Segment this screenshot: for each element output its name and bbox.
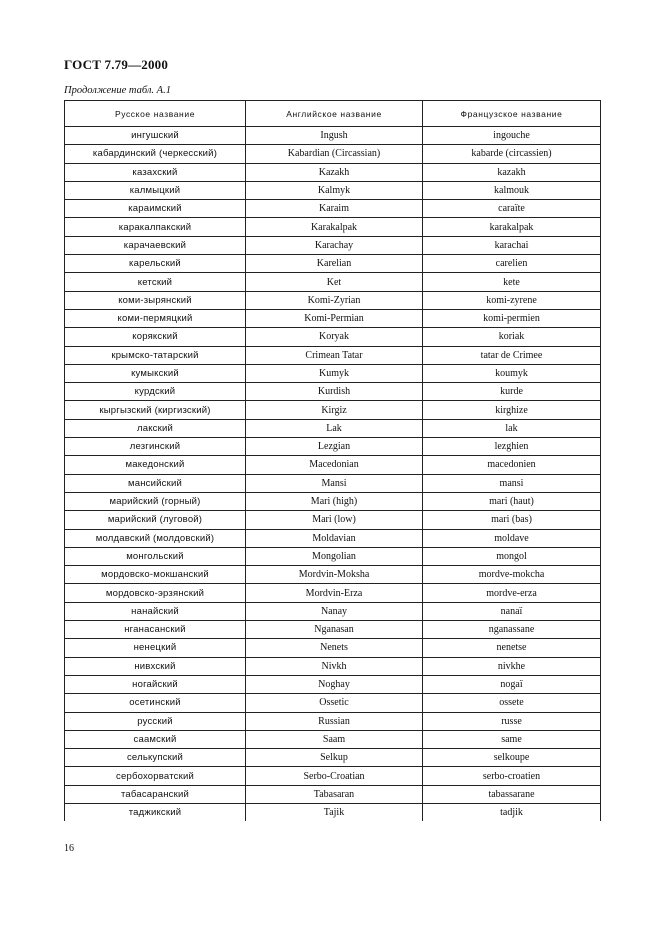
cell-russian-name: курдский bbox=[65, 383, 246, 401]
cell-russian-name: корякский bbox=[65, 328, 246, 346]
cell-french-name: karakalpak bbox=[423, 218, 601, 236]
table-row bbox=[65, 474, 601, 492]
cell-english-name: Kurdish bbox=[246, 383, 423, 401]
cell-english-name: Mansi bbox=[246, 474, 423, 492]
cell-english-name: Lezgian bbox=[246, 438, 423, 456]
cell-english-name: Russian bbox=[246, 712, 423, 730]
table-row bbox=[65, 456, 601, 474]
table-row bbox=[65, 218, 601, 236]
cell-french-name: caraïte bbox=[423, 200, 601, 218]
table-row bbox=[65, 602, 601, 620]
cell-english-name: Saam bbox=[246, 730, 423, 748]
cell-russian-name: нивхский bbox=[65, 657, 246, 675]
column-header-russian: Русское название bbox=[65, 101, 246, 127]
cell-russian-name: мордовско-мокшанский bbox=[65, 566, 246, 584]
table-row bbox=[65, 529, 601, 547]
cell-russian-name: карачаевский bbox=[65, 236, 246, 254]
cell-english-name: Kirgiz bbox=[246, 401, 423, 419]
cell-french-name: kurde bbox=[423, 383, 601, 401]
table-row bbox=[65, 803, 601, 821]
cell-english-name: Macedonian bbox=[246, 456, 423, 474]
cell-russian-name: саамский bbox=[65, 730, 246, 748]
cell-english-name: Kalmyk bbox=[246, 181, 423, 199]
cell-french-name: koriak bbox=[423, 328, 601, 346]
table-row bbox=[65, 712, 601, 730]
table-row bbox=[65, 621, 601, 639]
table-row bbox=[65, 492, 601, 510]
cell-english-name: Mari (low) bbox=[246, 511, 423, 529]
cell-french-name: kabarde (circassien) bbox=[423, 145, 601, 163]
cell-russian-name: коми-зырянский bbox=[65, 291, 246, 309]
cell-russian-name: каракалпакский bbox=[65, 218, 246, 236]
cell-french-name: kete bbox=[423, 273, 601, 291]
cell-russian-name: монгольский bbox=[65, 547, 246, 565]
cell-english-name: Serbo-Croatian bbox=[246, 767, 423, 785]
cell-french-name: lezghien bbox=[423, 438, 601, 456]
table-row bbox=[65, 639, 601, 657]
cell-english-name: Tabasaran bbox=[246, 785, 423, 803]
table-body bbox=[65, 127, 601, 822]
cell-french-name: nenetse bbox=[423, 639, 601, 657]
cell-english-name: Kabardian (Circassian) bbox=[246, 145, 423, 163]
table-row bbox=[65, 200, 601, 218]
table-row bbox=[65, 749, 601, 767]
cell-english-name: Tajik bbox=[246, 803, 423, 821]
cell-russian-name: караимский bbox=[65, 200, 246, 218]
cell-french-name: same bbox=[423, 730, 601, 748]
table-caption: Продолжение табл. А.1 bbox=[64, 85, 171, 96]
cell-english-name: Mordvin-Moksha bbox=[246, 566, 423, 584]
cell-english-name: Nenets bbox=[246, 639, 423, 657]
cell-english-name: Moldavian bbox=[246, 529, 423, 547]
cell-french-name: mordve-erza bbox=[423, 584, 601, 602]
table-row bbox=[65, 383, 601, 401]
column-header-french: Французское название bbox=[423, 101, 601, 127]
cell-french-name: mansi bbox=[423, 474, 601, 492]
cell-french-name: nganassane bbox=[423, 621, 601, 639]
cell-french-name: nogaï bbox=[423, 675, 601, 693]
cell-russian-name: марийский (горный) bbox=[65, 492, 246, 510]
cell-french-name: tatar de Crimee bbox=[423, 346, 601, 364]
cell-english-name: Kazakh bbox=[246, 163, 423, 181]
cell-russian-name: кетский bbox=[65, 273, 246, 291]
cell-russian-name: мордовско-эрзянский bbox=[65, 584, 246, 602]
document-title: ГОСТ 7.79—2000 bbox=[64, 57, 169, 72]
cell-russian-name: нанайский bbox=[65, 602, 246, 620]
table-row bbox=[65, 163, 601, 181]
cell-french-name: kalmouk bbox=[423, 181, 601, 199]
cell-russian-name: карельский bbox=[65, 255, 246, 273]
cell-french-name: ingouche bbox=[423, 127, 601, 145]
table-row bbox=[65, 438, 601, 456]
table-row bbox=[65, 364, 601, 382]
cell-english-name: Mari (high) bbox=[246, 492, 423, 510]
cell-russian-name: крымско-татарский bbox=[65, 346, 246, 364]
cell-english-name: Komi-Zyrian bbox=[246, 291, 423, 309]
cell-french-name: nivkhe bbox=[423, 657, 601, 675]
table-row bbox=[65, 346, 601, 364]
cell-russian-name: сербохорватский bbox=[65, 767, 246, 785]
cell-french-name: tabassarane bbox=[423, 785, 601, 803]
cell-english-name: Mongolian bbox=[246, 547, 423, 565]
cell-french-name: mari (haut) bbox=[423, 492, 601, 510]
cell-russian-name: коми-пермяцкий bbox=[65, 309, 246, 327]
table-row bbox=[65, 785, 601, 803]
column-header-english: Английское название bbox=[246, 101, 423, 127]
table-row bbox=[65, 730, 601, 748]
cell-french-name: lak bbox=[423, 419, 601, 437]
cell-russian-name: казахский bbox=[65, 163, 246, 181]
cell-french-name: komi-permien bbox=[423, 309, 601, 327]
cell-english-name: Koryak bbox=[246, 328, 423, 346]
language-names-table bbox=[64, 100, 601, 821]
cell-russian-name: русский bbox=[65, 712, 246, 730]
cell-english-name: Ket bbox=[246, 273, 423, 291]
table-row bbox=[65, 566, 601, 584]
cell-russian-name: ногайский bbox=[65, 675, 246, 693]
cell-french-name: kazakh bbox=[423, 163, 601, 181]
table-row bbox=[65, 547, 601, 565]
cell-english-name: Komi-Permian bbox=[246, 309, 423, 327]
cell-russian-name: осетинский bbox=[65, 694, 246, 712]
cell-russian-name: лакский bbox=[65, 419, 246, 437]
cell-russian-name: ненецкий bbox=[65, 639, 246, 657]
cell-english-name: Ingush bbox=[246, 127, 423, 145]
cell-french-name: macedonien bbox=[423, 456, 601, 474]
cell-english-name: Karelian bbox=[246, 255, 423, 273]
table-header-row bbox=[65, 101, 601, 127]
cell-french-name: nanaï bbox=[423, 602, 601, 620]
table-row bbox=[65, 181, 601, 199]
cell-english-name: Selkup bbox=[246, 749, 423, 767]
cell-russian-name: табасаранский bbox=[65, 785, 246, 803]
cell-russian-name: лезгинский bbox=[65, 438, 246, 456]
cell-english-name: Karakalpak bbox=[246, 218, 423, 236]
page-number: 16 bbox=[64, 843, 74, 854]
cell-russian-name: мансийский bbox=[65, 474, 246, 492]
cell-english-name: Mordvin-Erza bbox=[246, 584, 423, 602]
cell-russian-name: таджикский bbox=[65, 803, 246, 821]
cell-english-name: Ossetic bbox=[246, 694, 423, 712]
table-row bbox=[65, 309, 601, 327]
cell-russian-name: марийский (луговой) bbox=[65, 511, 246, 529]
cell-english-name: Lak bbox=[246, 419, 423, 437]
cell-french-name: komi-zyrene bbox=[423, 291, 601, 309]
table-row bbox=[65, 328, 601, 346]
cell-english-name: Nanay bbox=[246, 602, 423, 620]
cell-english-name: Noghay bbox=[246, 675, 423, 693]
table-row bbox=[65, 255, 601, 273]
cell-french-name: karachai bbox=[423, 236, 601, 254]
table-row bbox=[65, 273, 601, 291]
cell-french-name: carelien bbox=[423, 255, 601, 273]
cell-russian-name: селькупский bbox=[65, 749, 246, 767]
table-row bbox=[65, 401, 601, 419]
cell-french-name: koumyk bbox=[423, 364, 601, 382]
table-row bbox=[65, 584, 601, 602]
cell-english-name: Nivkh bbox=[246, 657, 423, 675]
cell-french-name: mordve-mokcha bbox=[423, 566, 601, 584]
cell-french-name: moldave bbox=[423, 529, 601, 547]
cell-russian-name: кабардинский (черкесский) bbox=[65, 145, 246, 163]
cell-russian-name: молдавский (молдовский) bbox=[65, 529, 246, 547]
cell-russian-name: македонский bbox=[65, 456, 246, 474]
table-row bbox=[65, 694, 601, 712]
cell-russian-name: кыргызский (киргизский) bbox=[65, 401, 246, 419]
table-row bbox=[65, 767, 601, 785]
cell-french-name: russe bbox=[423, 712, 601, 730]
cell-english-name: Kumyk bbox=[246, 364, 423, 382]
table-row bbox=[65, 236, 601, 254]
cell-french-name: mongol bbox=[423, 547, 601, 565]
table-row bbox=[65, 145, 601, 163]
cell-russian-name: калмыцкий bbox=[65, 181, 246, 199]
table-row bbox=[65, 291, 601, 309]
cell-french-name: mari (bas) bbox=[423, 511, 601, 529]
table-row bbox=[65, 511, 601, 529]
table-row bbox=[65, 127, 601, 145]
cell-english-name: Karaim bbox=[246, 200, 423, 218]
cell-english-name: Crimean Tatar bbox=[246, 346, 423, 364]
cell-french-name: selkoupe bbox=[423, 749, 601, 767]
table-row bbox=[65, 657, 601, 675]
cell-french-name: serbo-croatien bbox=[423, 767, 601, 785]
cell-french-name: kirghize bbox=[423, 401, 601, 419]
table-row bbox=[65, 675, 601, 693]
cell-russian-name: нганасанский bbox=[65, 621, 246, 639]
cell-english-name: Karachay bbox=[246, 236, 423, 254]
cell-french-name: ossete bbox=[423, 694, 601, 712]
cell-russian-name: кумыкский bbox=[65, 364, 246, 382]
language-table-container bbox=[64, 100, 600, 821]
table-row bbox=[65, 419, 601, 437]
cell-russian-name: ингушский bbox=[65, 127, 246, 145]
cell-english-name: Nganasan bbox=[246, 621, 423, 639]
cell-french-name: tadjik bbox=[423, 803, 601, 821]
